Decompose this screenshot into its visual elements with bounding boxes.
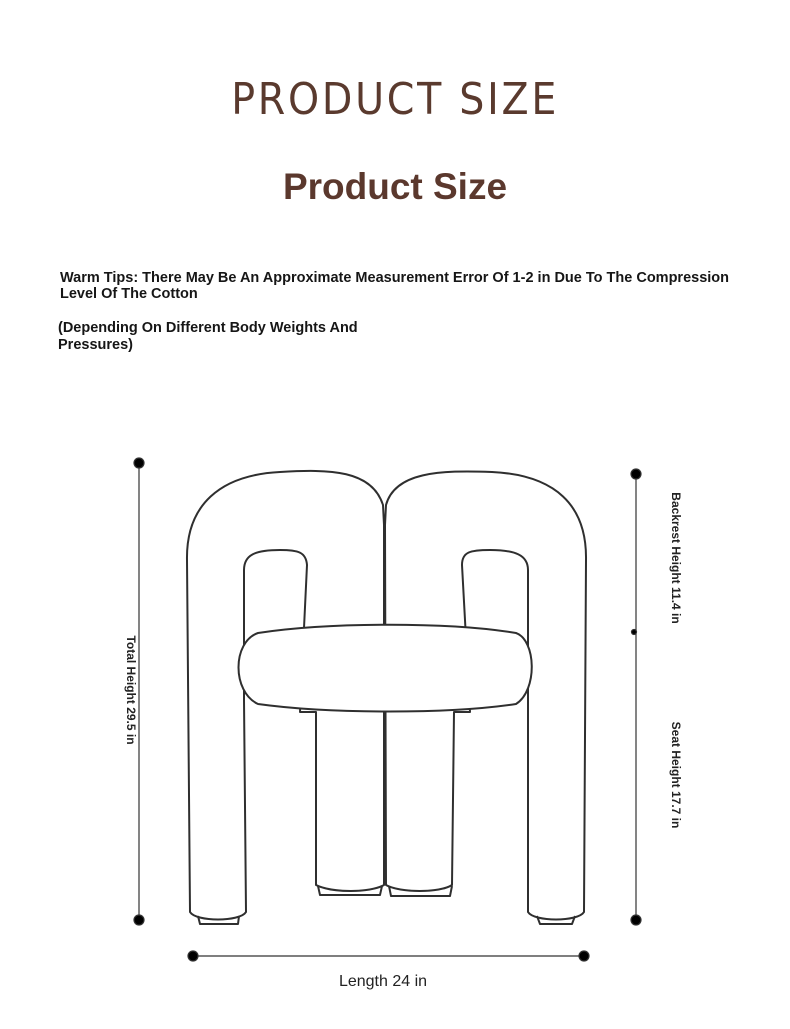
banner-title: PRODUCT SIZE (231, 74, 559, 125)
seat-height-label: Seat Height 17.7 in (669, 721, 683, 829)
page-title: Product Size (282, 166, 508, 207)
right-height-line (631, 469, 641, 925)
body-weight-note: (Depending On Different Body Weights And Pressures) (58, 320, 358, 353)
chair-illustration (187, 471, 586, 924)
warm-tips-note: Warm Tips: There May Be An Approximate Measurement Error Of 1-2 in Due To The Compression Level Of The Cotton (60, 270, 730, 302)
seat-cushion (239, 625, 532, 712)
total-height-label: Total Height 29.5 in (124, 635, 138, 745)
length-line (188, 951, 589, 961)
length-label: Length 24 in (338, 973, 428, 990)
backrest-height-label: Backrest Height 11.4 in (669, 492, 683, 624)
